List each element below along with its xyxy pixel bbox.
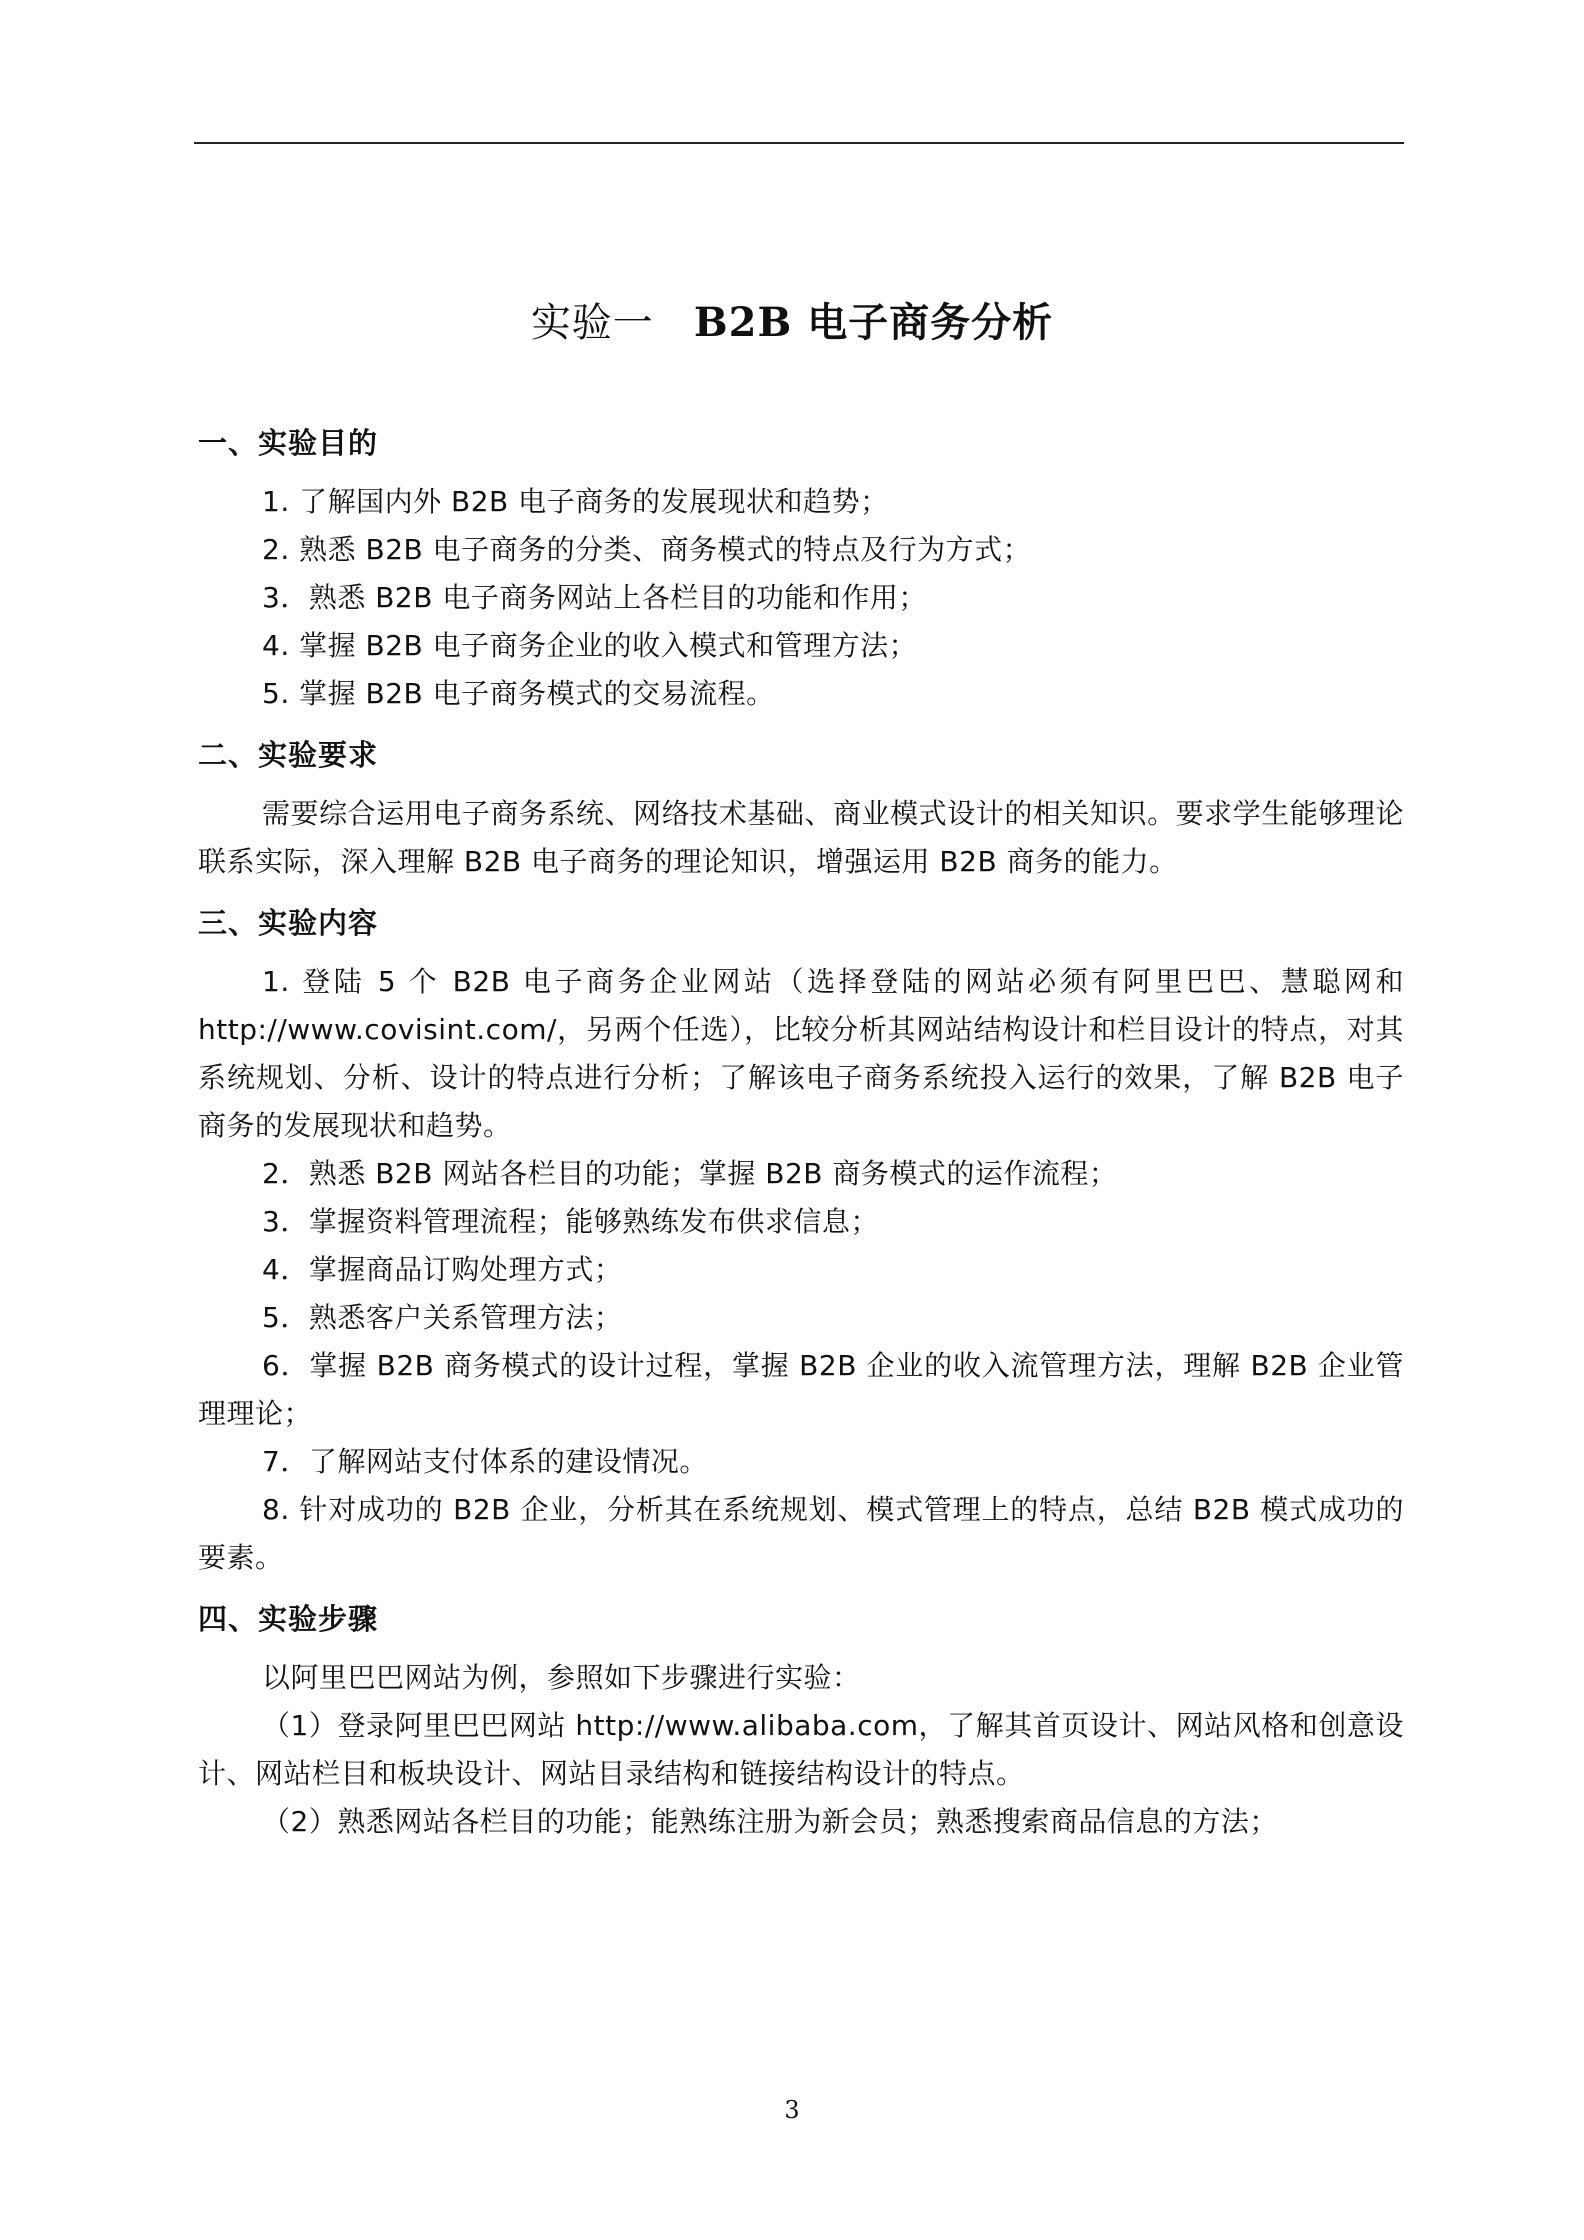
document-body <box>198 418 1404 1846</box>
content-paragraph: 4．掌握商品订购处理方式； <box>262 1253 623 1286</box>
content-paragraph: 3．掌握资料管理流程；能够熟练发布供求信息； <box>262 1205 879 1238</box>
title-main: B2B 电子商务分析 <box>693 299 1054 346</box>
objective-item: 5. 掌握 B2B 电子商务模式的交易流程。 <box>262 677 775 710</box>
objective-item: 3．熟悉 B2B 电子商务网站上各栏目的功能和作用； <box>262 581 927 614</box>
section-heading-content: 三、实验内容 <box>198 906 379 940</box>
steps-paragraph: （1）登录阿里巴巴网站 http://www.alibaba.com，了解其首页设计、网站风格和创意设计、网站栏目和板块设计、网站目录结构和链接结构设计的特点。 <box>198 1709 1404 1790</box>
section-heading-objectives: 一、实验目的 <box>198 426 379 460</box>
page-title <box>0 298 1584 348</box>
objective-item: 2. 熟悉 B2B 电子商务的分类、商务模式的特点及行为方式； <box>262 533 1032 566</box>
requirements-paragraph: 需要综合运用电子商务系统、网络技术基础、商业模式设计的相关知识。要求学生能够理论联系实际，深入理解 B2B 电子商务的理论知识，增强运用 B2B 商务的能力。 <box>198 797 1404 878</box>
content-paragraph: 6．掌握 B2B 商务模式的设计过程，掌握 B2B 企业的收入流管理方法，理解 B2B 企业管理理论； <box>198 1349 1404 1430</box>
content-paragraph: 2．熟悉 B2B 网站各栏目的功能；掌握 B2B 商务模式的运作流程； <box>262 1157 1118 1190</box>
steps-paragraph: 以阿里巴巴网站为例，参照如下步骤进行实验： <box>262 1661 861 1694</box>
content-paragraph: 1. 登陆 5 个 B2B 电子商务企业网站（选择登陆的网站必须有阿里巴巴、慧聪网和 http://www.covisint.com/，另两个任选），比较分析其网站结构设计和栏目设计的特点，对其系统规划、分析、设计的特点进行分析；了解该电子商务系统投入运行的效果，了解 B2B 电子商务的发展现状和趋势。 <box>198 965 1404 1142</box>
content-paragraph: 8. 针对成功的 B2B 企业，分析其在系统规划、模式管理上的特点，总结 B2B 模式成功的要素。 <box>198 1493 1404 1574</box>
steps-paragraph: （2）熟悉网站各栏目的功能；能熟练注册为新会员；熟悉搜索商品信息的方法； <box>262 1805 1278 1838</box>
objective-item: 1. 了解国内外 B2B 电子商务的发展现状和趋势； <box>262 485 889 518</box>
objective-item: 4. 掌握 B2B 电子商务企业的收入模式和管理方法； <box>262 629 918 662</box>
header-rule <box>194 142 1404 144</box>
section-heading-requirements: 二、实验要求 <box>198 738 379 772</box>
content-paragraph: 7．了解网站支付体系的建设情况。 <box>262 1445 708 1478</box>
content-paragraph: 5．熟悉客户关系管理方法； <box>262 1301 623 1334</box>
section-heading-steps: 四、实验步骤 <box>198 1602 379 1636</box>
page-number: 3 <box>784 2096 800 2124</box>
title-prefix: 实验一 <box>530 300 654 346</box>
